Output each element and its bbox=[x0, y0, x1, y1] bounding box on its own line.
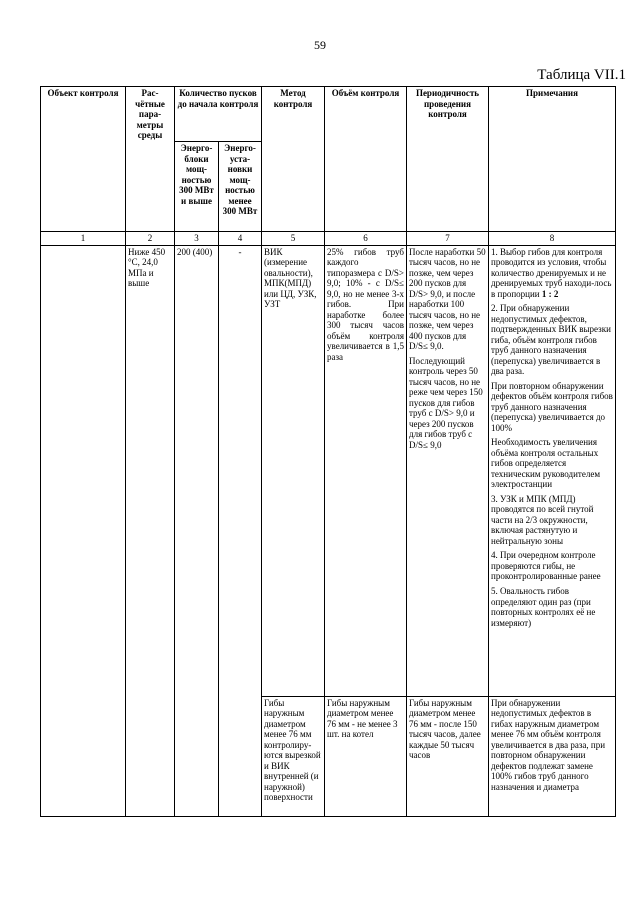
header-object: Объект контроля bbox=[41, 87, 126, 232]
note-5: 5. Овальность гибов определяют один раз (при повторных контролях её не измеряют) bbox=[491, 585, 596, 628]
method-cell: ВИК (измерение овальности), МПК(МПД) или ЦД, УЗК, УЗТ bbox=[262, 245, 325, 696]
page-number: 59 bbox=[314, 38, 326, 52]
header-periodicity: Периодичность проведения контроля bbox=[407, 87, 489, 232]
inspection-table bbox=[40, 86, 616, 817]
note-2c: Необходимость увеличения объёма контроля остальных гибов определяется техническим руководителем электростанции bbox=[491, 437, 601, 490]
starts-less-300mw-cell: - bbox=[219, 245, 262, 816]
header-starts: Количество пусков до начала контроля bbox=[175, 87, 262, 142]
column-number: 3 bbox=[175, 232, 219, 246]
notes-cell bbox=[489, 245, 616, 696]
periodicity-cell-small-pipes: Гибы наружным диаметром менее 76 мм - после 150 тысяч часов, далее каждые 50 тысяч часов bbox=[407, 696, 489, 816]
periodicity-subsequent: Последующий контроль через 50 тысяч часов, но не реже чем через 150 пусков для гибов труб с D/S> 9,0 и через 200 пусков для гибов труб с D/S≤ 9,0 bbox=[409, 355, 483, 450]
note-4: 4. При очередном контроле проверяются гибы, не проконтролированные ранее bbox=[491, 550, 601, 582]
method-cell-small-pipes: Гибы наружным диаметром менее 76 мм контролиру-ются вырезкой и ВИК внутренней (и наружной) поверхности bbox=[262, 696, 325, 816]
header-notes: Примечания bbox=[489, 87, 616, 232]
header-starts-less-300mw: Энерго-уста-новки мощ-ностью менее 300 МВт bbox=[219, 142, 262, 232]
header-params: Рас-чётные пара-метры среды bbox=[126, 87, 175, 232]
notes-cell-small-pipes: При обнаружении недопустимых дефектов в гибах наружным диаметром менее 76 мм объём контроля увеличивается в два раза, при повторном обнаружении дефектов подлежат замене 100% гибов труб данного назначения и диаметра bbox=[489, 696, 616, 816]
object-cell bbox=[41, 245, 126, 816]
column-number: 6 bbox=[325, 232, 407, 246]
note-1-text: 1. Выбор гибов для контроля проводится из условия, чтобы количество дренируемых и не дренируемых труб находи-лось в пропорции bbox=[491, 246, 612, 299]
column-number: 8 bbox=[489, 232, 616, 246]
header-method: Метод контроля bbox=[262, 87, 325, 232]
note-3: 3. УЗК и МПК (МПД) проводятся по всей гнутой части на 2/3 окружности, включая растянутую и нейтральную зоны bbox=[491, 493, 594, 546]
header-starts-300mw: Энерго-блоки мощ-ностью 300 МВт и выше bbox=[175, 142, 219, 232]
column-number: 2 bbox=[126, 232, 175, 246]
header-volume: Объём контроля bbox=[325, 87, 407, 232]
column-number: 1 bbox=[41, 232, 126, 246]
note-2b: При повторном обнаружении дефектов объём контроля гибов труб данного назначения (перепуска) увеличивается до 100% bbox=[491, 380, 613, 433]
note-1 bbox=[491, 247, 613, 300]
periodicity-first: После наработки 50 тысяч часов, но не позже, чем через 200 пусков для D/S> 9,0, и после наработки 100 тысяч часов, но не позже, чем через 400 пусков для D/S≤ 9,0. bbox=[409, 246, 486, 352]
column-number: 4 bbox=[219, 232, 262, 246]
table-title: Таблица VII.1 bbox=[537, 67, 626, 83]
column-number: 7 bbox=[407, 232, 489, 246]
params-cell: Ниже 450 °С, 24,0 МПа и выше bbox=[126, 245, 175, 816]
note-1-ratio: 1 : 2 bbox=[541, 288, 559, 299]
note-2: 2. При обнаружении недопустимых дефектов, подтвержденных ВИК вырезки гиба, объём контроля гибов труб данного назначения (перепуска) увеличивается в два раза. bbox=[491, 303, 611, 377]
volume-cell-small-pipes: Гибы наружным диаметром менее 76 мм - не менее 3 шт. на котел bbox=[325, 696, 407, 816]
volume-cell: 25% гибов труб каждого типоразмера с D/S> 9,0; 10% - с D/S≤ 9,0, но не менее 3-х гибов. При наработке более 300 тысяч часов объём контроля увеличивается в 1,5 раза bbox=[325, 245, 407, 696]
column-number: 5 bbox=[262, 232, 325, 246]
starts-300mw-cell: 200 (400) bbox=[175, 245, 219, 816]
periodicity-cell bbox=[407, 245, 489, 696]
